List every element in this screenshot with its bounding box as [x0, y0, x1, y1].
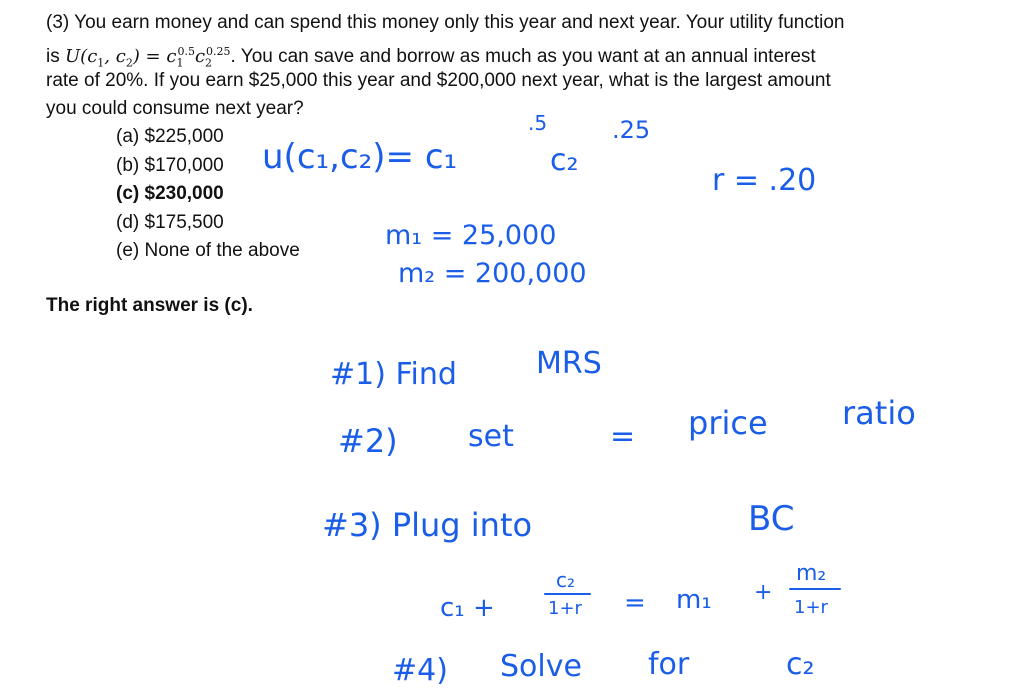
formula-lhs: U(c: [65, 46, 98, 67]
choice-c: (c) $230,000: [116, 183, 224, 204]
hw-bc-m2-den: 1+r: [794, 597, 828, 618]
formula-rhs-sub-1: 1: [176, 56, 184, 70]
hw-step-4-for: for: [648, 647, 690, 682]
hw-exp-1: .5: [528, 111, 548, 135]
hw-step-1-mrs: MRS: [536, 346, 602, 381]
question-line-1: (3) You earn money and can spend this money only this year and next year. Your utility function: [46, 12, 845, 33]
question-line-2-suffix: . You can save and borrow as much as you want at an annual interest: [230, 46, 816, 67]
hw-m1: m₁ = 25,000: [385, 220, 557, 251]
hw-step-4: #4): [392, 653, 448, 688]
hw-bc-m1: m₁: [676, 585, 712, 615]
choice-e: (e) None of the above: [116, 240, 300, 261]
hw-bc-plus: +: [754, 580, 773, 605]
formula-rhs-c2: c: [194, 46, 206, 67]
hw-utility: u(c₁,c₂)= c₁: [262, 137, 458, 177]
hw-step-3-bc: BC: [748, 499, 795, 539]
question-line-2-prefix: is: [46, 46, 65, 67]
hw-m2: m₂ = 200,000: [398, 258, 587, 289]
hw-bc-equals: =: [624, 588, 646, 618]
question-line-3: rate of 20%. If you earn $25,000 this year and $200,000 next year, what is the largest amount: [46, 70, 831, 91]
formula-sub-2: 2: [125, 56, 133, 70]
formula-rhs-sub-2: 2: [205, 56, 213, 70]
formula-mid: , c: [104, 46, 126, 67]
hw-step-4-solve: Solve: [500, 649, 582, 684]
answer-statement: The right answer is (c).: [46, 295, 253, 316]
question-line-4: you could consume next year?: [46, 98, 304, 119]
hw-step-2-equals: =: [610, 419, 636, 454]
hw-exp-2: .25: [612, 116, 651, 144]
hw-step-4-c2: c₂: [786, 647, 815, 682]
formula-exp-2: 0.25: [206, 45, 231, 58]
hw-step-2-set: set: [468, 419, 514, 454]
formula-sub-1: 1: [97, 56, 105, 70]
hw-step-1: #1) Find: [330, 357, 457, 392]
hw-bc-c1: c₁ +: [440, 593, 495, 623]
formula-exp-1: 0.5: [177, 45, 195, 58]
choice-d: (d) $175,500: [116, 212, 224, 233]
hw-bc-c2-num: c₂: [556, 568, 576, 592]
hw-bc-c2-den: 1+r: [548, 598, 582, 619]
hw-utility-c2: c₂: [550, 143, 579, 178]
hw-step-3: #3) Plug into: [322, 506, 533, 544]
hw-step-2-price: price: [688, 404, 768, 442]
formula-eq: ) = c: [132, 46, 177, 67]
choice-a: (a) $225,000: [116, 126, 224, 147]
choice-b: (b) $170,000: [116, 155, 224, 176]
hw-step-2: #2): [338, 422, 398, 460]
hw-interest-rate: r = .20: [712, 163, 817, 198]
hw-step-2-ratio: ratio: [842, 394, 916, 432]
hw-bc-m2-num: m₂: [796, 561, 827, 586]
